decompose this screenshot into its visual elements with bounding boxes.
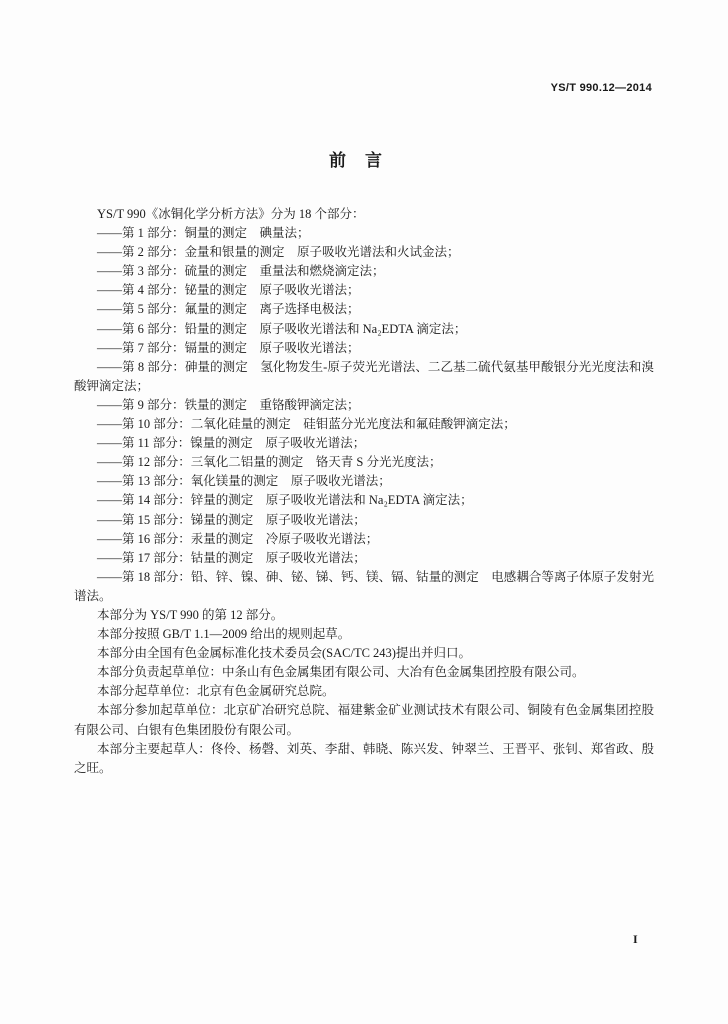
- standard-number: YS/T 990.12—2014: [550, 82, 652, 94]
- part-item-15: ——第 15 部分：锑量的测定 原子吸收光谱法；: [97, 512, 366, 527]
- statement-main-drafters: 本部分主要起草人：佟伶、杨磬、刘英、李甜、韩晓、陈兴发、钟翠兰、王晋平、张钊、郑省政、殷之旺。: [74, 741, 654, 775]
- statement-participating-units: 本部分参加起草单位：北京矿冶研究总院、福建紫金矿业测试技术有限公司、铜陵有色金属集团控股有限公司、白银有色集团股份有限公司。: [74, 703, 654, 737]
- part-item-14: ——第 14 部分：锌量的测定 原子吸收光谱法和 Na₂EDTA 滴定法；: [97, 493, 473, 508]
- part-item-8: ——第 8 部分：砷量的测定 氢化物发生-原子荧光光谱法、二乙基二硫代氨基甲酸银分光光度法和溴酸钾滴定法；: [74, 359, 654, 393]
- part-item-16: ——第 16 部分：汞量的测定 冷原子吸收光谱法；: [97, 531, 379, 546]
- part-item-1: ——第 1 部分：铜量的测定 碘量法；: [97, 226, 310, 241]
- statement-part-number: 本部分为 YS/T 990 的第 12 部分。: [97, 607, 284, 622]
- statement-drafting-unit: 本部分起草单位：北京有色金属研究总院。: [97, 684, 335, 699]
- statement-lead-drafters: 本部分负责起草单位：中条山有色金属集团有限公司、大冶有色金属集团控股有限公司。: [97, 665, 585, 680]
- part-item-6: ——第 6 部分：铅量的测定 原子吸收光谱法和 Na₂EDTA 滴定法；: [97, 321, 467, 336]
- part-item-17: ——第 17 部分：钴量的测定 原子吸收光谱法；: [97, 550, 366, 565]
- statement-proposer: 本部分由全国有色金属标准化技术委员会(SAC/TC 243)提出并归口。: [97, 646, 471, 661]
- part-item-11: ——第 11 部分：镍量的测定 原子吸收光谱法；: [97, 436, 366, 451]
- part-item-18: ——第 18 部分：铅、锌、镍、砷、铋、锑、钙、镁、镉、钴量的测定 电感耦合等离子体原子发射光谱法。: [74, 569, 654, 603]
- part-item-2: ——第 2 部分：金量和银量的测定 原子吸收光谱法和火试金法；: [97, 245, 460, 260]
- part-item-12: ——第 12 部分：三氧化二铝量的测定 铬天青 S 分光光度法；: [97, 455, 442, 470]
- part-item-3: ——第 3 部分：硫量的测定 重量法和燃烧滴定法；: [97, 264, 385, 279]
- part-item-10: ——第 10 部分：二氧化硅量的测定 硅钼蓝分光光度法和氟硅酸钾滴定法；: [97, 417, 516, 432]
- preface-body: [74, 205, 654, 778]
- part-item-9: ——第 9 部分：铁量的测定 重铬酸钾滴定法；: [97, 397, 360, 412]
- statement-drafting-rules: 本部分按照 GB/T 1.1—2009 给出的规则起草。: [97, 627, 351, 642]
- part-item-4: ——第 4 部分：铋量的测定 原子吸收光谱法；: [97, 283, 360, 298]
- part-item-13: ——第 13 部分：氧化镁量的测定 原子吸收光谱法；: [97, 474, 391, 489]
- intro-paragraph: YS/T 990《冰铜化学分析方法》分为 18 个部分：: [97, 207, 365, 221]
- part-item-7: ——第 7 部分：镉量的测定 原子吸收光谱法；: [97, 340, 360, 355]
- page-number: I: [633, 932, 638, 946]
- part-item-5: ——第 5 部分：氟量的测定 离子选择电极法；: [97, 302, 360, 317]
- page-title: 前 言: [329, 151, 383, 171]
